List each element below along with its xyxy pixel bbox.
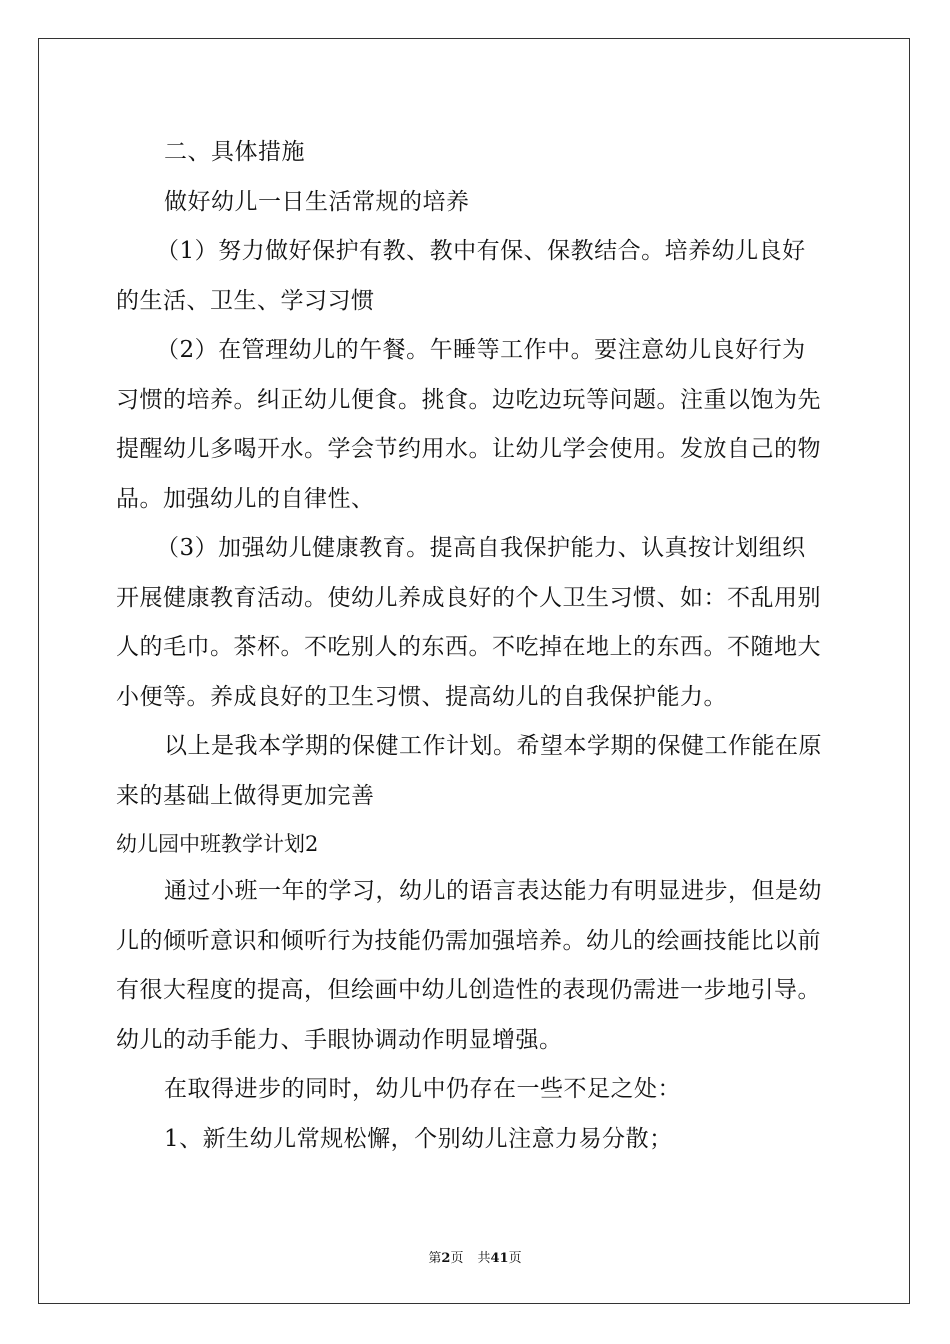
paragraph-line: 提醒幼儿多喝开水。学会节约用水。让幼儿学会使用。发放自己的物	[116, 436, 821, 462]
paragraph-line: （1）努力做好保护有教、教中有保、保教结合。培养幼儿良好	[156, 238, 806, 264]
paragraph-line: 来的基础上做得更加完善	[116, 782, 375, 809]
paragraph-line: （2）在管理幼儿的午餐。午睡等工作中。要注意幼儿良好行为	[156, 337, 806, 363]
page-number: 2	[441, 1251, 451, 1266]
section-heading: 二、具体措施	[164, 139, 305, 165]
paragraph-line: 有很大程度的提高，但绘画中幼儿创造性的表现仍需进一步地引导。	[116, 977, 821, 1003]
total-prefix: 共	[477, 1251, 491, 1266]
paragraph-line: 幼儿的动手能力、手眼协调动作明显增强。	[116, 1026, 563, 1053]
paragraph-5	[116, 867, 836, 1065]
sub-heading: 做好幼儿一日生活常规的培养	[164, 188, 470, 215]
paragraph-6: 在取得进步的同时，幼儿中仍存在一些不足之处：	[164, 1076, 681, 1102]
list-item: 1、新生幼儿常规松懈，个别幼儿注意力易分散；	[164, 1125, 673, 1152]
paragraph-2	[116, 326, 836, 524]
page-prefix: 第	[428, 1251, 442, 1266]
paragraph-line: 通过小班一年的学习，幼儿的语言表达能力有明显进步，但是幼	[164, 878, 822, 904]
paragraph-4	[116, 722, 836, 821]
paragraph-line: 习惯的培养。纠正幼儿便食。挑食。边吃边玩等问题。注重以饱为先	[116, 386, 821, 413]
paragraph-line: 以上是我本学期的保健工作计划。希望本学期的保健工作能在原	[164, 733, 822, 759]
page-footer	[0, 1247, 950, 1266]
paragraph-3	[116, 524, 836, 722]
document-body	[116, 128, 836, 1164]
paragraph-line: 品。加强幼儿的自律性、	[116, 485, 375, 512]
total-suffix: 页	[508, 1251, 522, 1266]
paragraph-line: 小便等。养成良好的卫生习惯、提高幼儿的自我保护能力。	[116, 683, 727, 710]
paragraph-line: 儿的倾听意识和倾听行为技能仍需加强培养。幼儿的绘画技能比以前	[116, 927, 821, 954]
paragraph-line: 人的毛巾。茶杯。不吃别人的东西。不吃掉在地上的东西。不随地大	[116, 634, 821, 660]
paragraph-line: 的生活、卫生、学习习惯	[116, 287, 375, 314]
paragraph-line: （3）加强幼儿健康教育。提高自我保护能力、认真按计划组织	[156, 535, 806, 561]
paragraph-line: 开展健康教育活动。使幼儿养成良好的个人卫生习惯、如：不乱用别	[116, 584, 821, 611]
paragraph-1	[116, 227, 836, 326]
total-pages: 41	[490, 1251, 509, 1266]
page-suffix: 页	[450, 1251, 464, 1266]
section-title: 幼儿园中班教学计划2	[116, 832, 319, 856]
